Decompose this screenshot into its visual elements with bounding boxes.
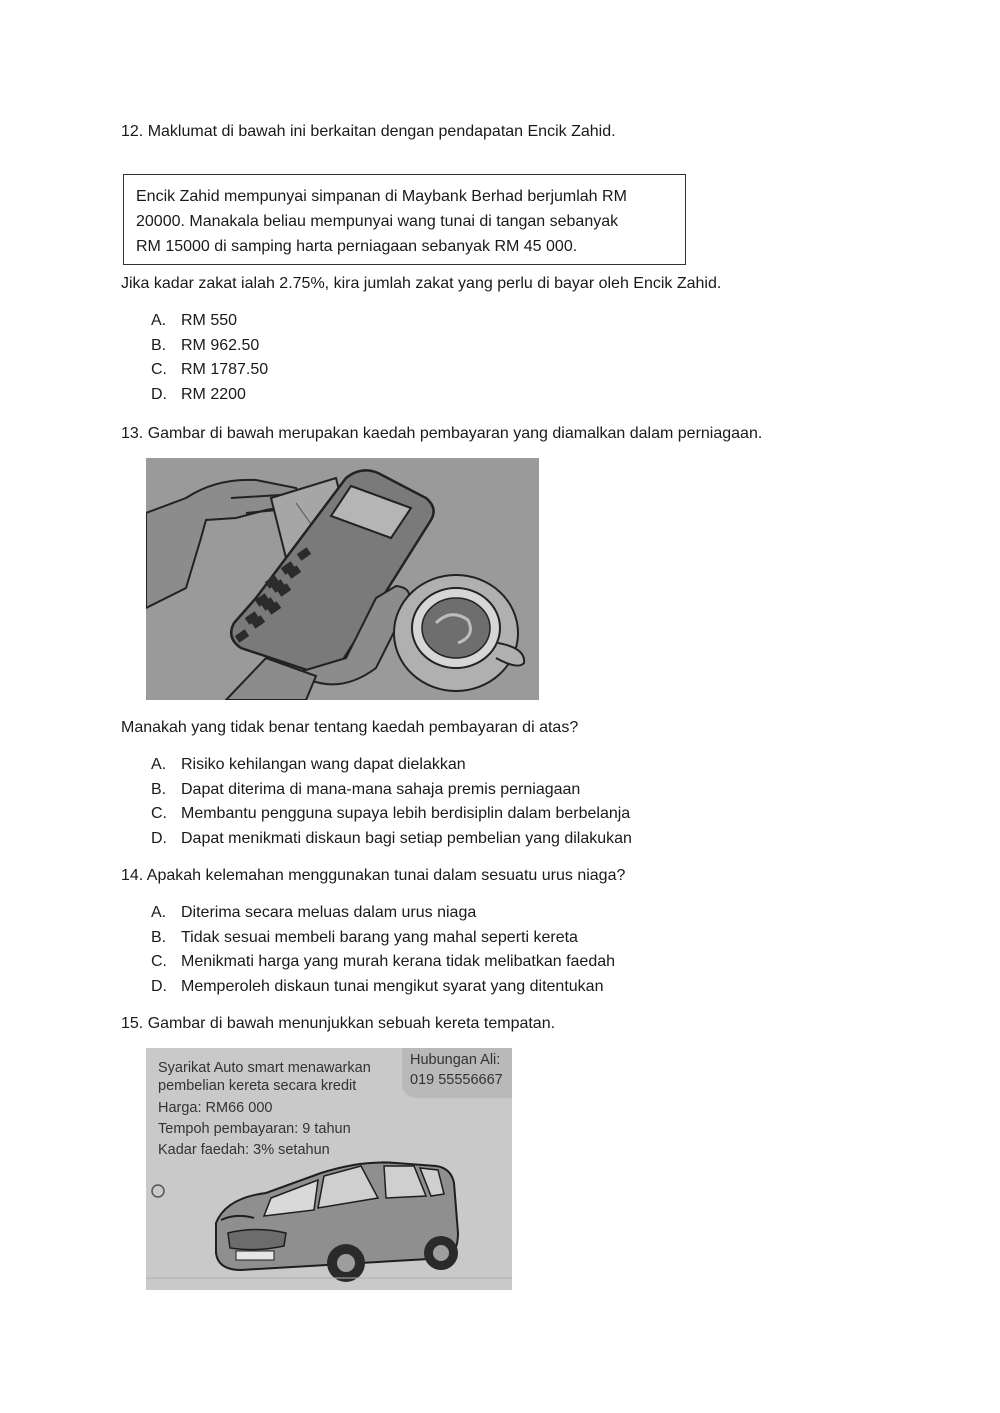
option-text: RM 1787.50 xyxy=(181,361,269,378)
ad-rate: Kadar faedah: 3% setahun xyxy=(158,1142,330,1158)
option-letter: A. xyxy=(151,312,167,329)
q12-box-line: RM 15000 di samping harta perniagaan sebanyak RM 45 000. xyxy=(136,238,578,255)
q12-options xyxy=(151,311,268,409)
option-letter: C. xyxy=(151,805,167,822)
option-text: Membantu pengguna supaya lebih berdisiplin dalam berbelanja xyxy=(181,805,631,822)
q13-option-c[interactable] xyxy=(151,804,632,829)
option-letter: A. xyxy=(151,904,167,921)
option-text: RM 550 xyxy=(181,312,238,329)
option-letter: D. xyxy=(151,977,167,995)
q12-option-b[interactable] xyxy=(151,336,268,361)
option-letter: B. xyxy=(151,780,167,798)
option-text: RM 2200 xyxy=(181,385,246,403)
q12-box-line: Encik Zahid mempunyai simpanan di Maybank Berhad berjumlah RM xyxy=(136,188,627,205)
ad-contact-number: 019 55556667 xyxy=(410,1072,503,1088)
q12-question: Jika kadar zakat ialah 2.75%, kira jumlah zakat yang perlu di bayar oleh Encik Zahid. xyxy=(121,275,722,292)
option-letter: C. xyxy=(151,953,167,970)
option-letter: B. xyxy=(151,928,167,946)
q14-option-d[interactable] xyxy=(151,977,615,1002)
option-letter: D. xyxy=(151,385,167,403)
option-text: Diterima secara meluas dalam urus niaga xyxy=(181,904,477,921)
q13-options xyxy=(151,755,632,853)
option-letter: A. xyxy=(151,756,167,773)
q13-stem: 13. Gambar di bawah merupakan kaedah pembayaran yang diamalkan dalam perniagaan. xyxy=(121,425,763,442)
ad-contact-label: Hubungan Ali: xyxy=(410,1052,501,1068)
q12-option-a[interactable] xyxy=(151,311,268,336)
option-letter: B. xyxy=(151,336,167,354)
q12-info-box xyxy=(123,174,686,265)
q14-option-b[interactable] xyxy=(151,928,615,953)
option-text: Memperoleh diskaun tunai mengikut syarat yang ditentukan xyxy=(181,977,604,995)
option-letter: D. xyxy=(151,829,167,847)
option-letter: C. xyxy=(151,361,167,378)
q12-stem: 12. Maklumat di bawah ini berkaitan dengan pendapatan Encik Zahid. xyxy=(121,123,616,140)
q15-stem: 15. Gambar di bawah menunjukkan sebuah kereta tempatan. xyxy=(121,1015,556,1032)
option-text: Dapat menikmati diskaun bagi setiap pembelian yang dilakukan xyxy=(181,829,632,847)
q14-option-c[interactable] xyxy=(151,952,615,977)
car-illustration xyxy=(146,1048,512,1290)
ad-price: Harga: RM66 000 xyxy=(158,1100,273,1116)
q14-stem: 14. Apakah kelemahan menggunakan tunai dalam sesuatu urus niaga? xyxy=(121,867,626,884)
q13-option-a[interactable] xyxy=(151,755,632,780)
option-text: Menikmati harga yang murah kerana tidak melibatkan faedah xyxy=(181,953,616,970)
q13-option-b[interactable] xyxy=(151,780,632,805)
option-text: Dapat diterima di mana-mana sahaja premis perniagaan xyxy=(181,780,581,798)
option-text: RM 962.50 xyxy=(181,336,260,354)
q12-box-line: 20000. Manakala beliau mempunyai wang tunai di tangan sebanyak xyxy=(136,213,619,230)
option-text: Tidak sesuai membeli barang yang mahal seperti kereta xyxy=(181,928,578,946)
card-payment-terminal-illustration xyxy=(146,458,539,700)
ad-line: Syarikat Auto smart menawarkan xyxy=(158,1060,371,1076)
option-text: Risiko kehilangan wang dapat dielakkan xyxy=(181,756,466,773)
q14-option-a[interactable] xyxy=(151,903,615,928)
q12-option-c[interactable] xyxy=(151,360,268,385)
ad-period: Tempoh pembayaran: 9 tahun xyxy=(158,1121,351,1137)
q13-option-d[interactable] xyxy=(151,829,632,854)
q13-question: Manakah yang tidak benar tentang kaedah pembayaran di atas? xyxy=(121,719,579,736)
car-advertisement xyxy=(146,1048,512,1290)
q14-options xyxy=(151,903,615,1001)
ad-line: pembelian kereta secara kredit xyxy=(158,1078,357,1094)
q12-option-d[interactable] xyxy=(151,385,268,410)
